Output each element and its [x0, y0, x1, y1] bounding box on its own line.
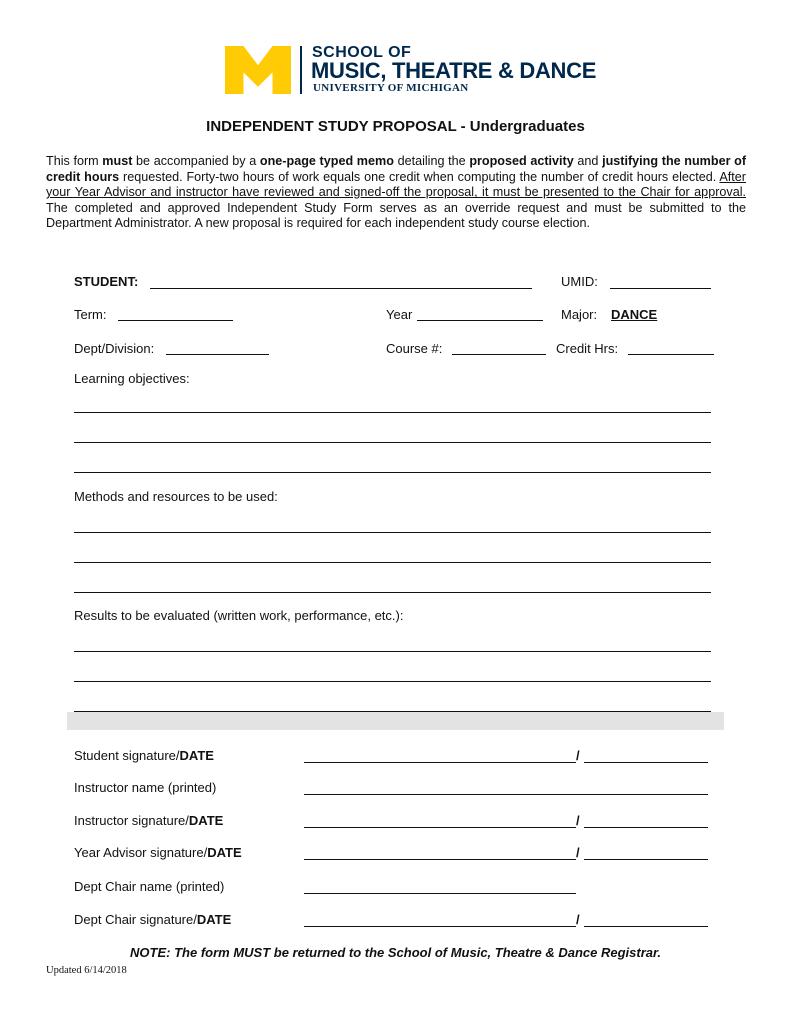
date-label: DATE [207, 845, 242, 860]
term-label: Term: [74, 307, 107, 322]
intro-text: be accompanied by a [132, 154, 260, 168]
return-note: NOTE: The form MUST be returned to the School of Music, Theatre & Dance Registrar. [130, 945, 661, 960]
date-separator: / [576, 748, 580, 763]
sig-label-text: Dept Chair signature/ [74, 912, 197, 927]
objectives-line[interactable] [74, 472, 711, 473]
results-label: Results to be evaluated (written work, performance, etc.): [74, 608, 404, 623]
methods-line[interactable] [74, 532, 711, 533]
logo-school-of: SCHOOL OF [312, 44, 412, 61]
student-field[interactable] [150, 288, 532, 289]
umid-field[interactable] [610, 288, 711, 289]
advisor-signature-field[interactable] [304, 859, 576, 860]
logo-divider [300, 46, 302, 94]
instructor-name-field[interactable] [304, 794, 708, 795]
intro-bold-activity: proposed activity [469, 154, 574, 168]
credit-hrs-label: Credit Hrs: [556, 341, 619, 356]
chair-name-label: Dept Chair name (printed) [74, 879, 225, 894]
intro-paragraph [46, 154, 746, 232]
instructor-signature-label [74, 813, 223, 828]
major-value: DANCE [611, 307, 658, 322]
sig-label-text: Year Advisor signature/ [74, 845, 208, 860]
intro-text: This form [46, 154, 103, 168]
methods-label: Methods and resources to be used: [74, 489, 278, 504]
student-signature-field[interactable] [304, 762, 576, 763]
date-separator: / [576, 845, 580, 860]
methods-line[interactable] [74, 562, 711, 563]
advisor-date-field[interactable] [584, 859, 708, 860]
year-field[interactable] [417, 320, 543, 321]
updated-date: Updated 6/14/2018 [46, 965, 127, 976]
year-label: Year [386, 307, 413, 322]
results-line[interactable] [74, 651, 711, 652]
dept-field[interactable] [166, 354, 269, 355]
section-divider-bar [67, 712, 724, 730]
michigan-block-m-logo [225, 46, 291, 94]
credit-hrs-field[interactable] [628, 354, 714, 355]
student-date-field[interactable] [584, 762, 708, 763]
intro-text: detailing the [393, 154, 470, 168]
objectives-line[interactable] [74, 412, 711, 413]
student-label: STUDENT: [74, 274, 139, 289]
objectives-label: Learning objectives: [74, 371, 190, 386]
sig-label-text: Instructor signature/ [74, 813, 189, 828]
sig-label-text: Student signature/ [74, 748, 180, 763]
logo-school-name: MUSIC, THEATRE & DANCE [311, 58, 597, 83]
logo-university: UNIVERSITY OF MICHIGAN [313, 82, 469, 94]
results-line[interactable] [74, 681, 711, 682]
course-label: Course #: [386, 341, 443, 356]
major-label: Major: [561, 307, 598, 322]
advisor-signature-label [74, 845, 242, 860]
chair-signature-label [74, 912, 231, 927]
intro-text: requested. Forty-two hours of work equals one credit when computing the number of credit hours elected. [119, 169, 720, 184]
date-label: DATE [196, 912, 232, 927]
course-field[interactable] [452, 354, 546, 355]
chair-date-field[interactable] [584, 926, 708, 927]
intro-bold-justifying: justifying [602, 154, 659, 168]
intro-bold-must: must [102, 154, 133, 168]
umid-label: UMID: [561, 274, 598, 289]
intro-text: and [573, 154, 603, 168]
intro-text: The completed and approved Independent Study Form serves as an override request and must be submitted to the Department Administrator. A new proposal is required for each independent study course election. [46, 200, 746, 231]
instructor-name-label: Instructor name (printed) [74, 780, 217, 795]
date-separator: / [576, 912, 580, 927]
intro-bold-memo: one-page typed memo [259, 154, 394, 168]
objectives-line[interactable] [74, 442, 711, 443]
methods-line[interactable] [74, 592, 711, 593]
intro-bold-credit: the number of credit hours [46, 154, 747, 184]
instructor-signature-field[interactable] [304, 827, 576, 828]
instructor-date-field[interactable] [584, 827, 708, 828]
student-signature-label [74, 748, 214, 763]
date-separator: / [576, 813, 580, 828]
intro-underlined: After your Year Advisor and instructor have reviewed and signed-off the proposal, it must be presented to the Chair for approval. [46, 169, 746, 200]
chair-signature-field[interactable] [304, 926, 576, 927]
date-label: DATE [179, 748, 214, 763]
term-field[interactable] [118, 320, 233, 321]
chair-name-field[interactable] [304, 893, 576, 894]
date-label: DATE [188, 813, 224, 828]
form-title: INDEPENDENT STUDY PROPOSAL - Undergraduates [206, 118, 585, 135]
dept-label: Dept/Division: [74, 341, 155, 356]
